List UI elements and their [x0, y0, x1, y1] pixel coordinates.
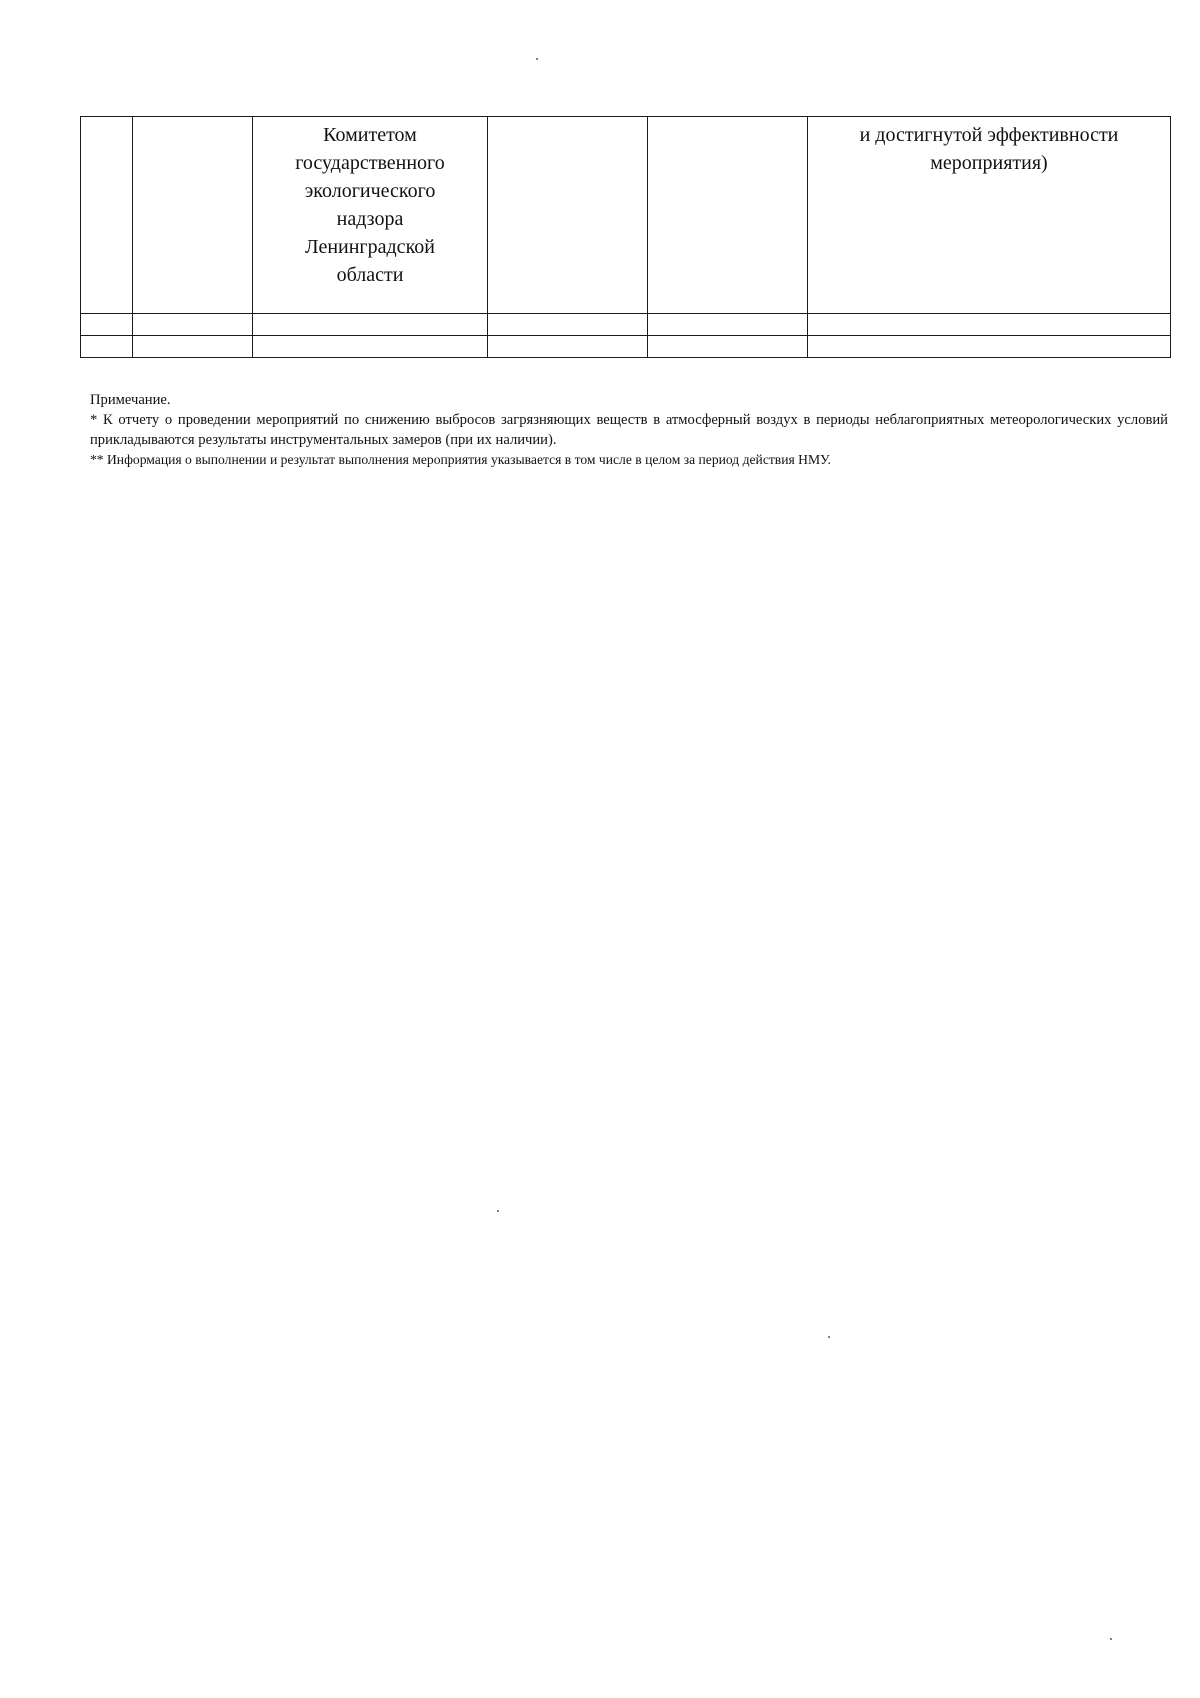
- table-cell-empty: [81, 336, 133, 358]
- table-cell-empty: [253, 336, 488, 358]
- scan-speck: [1110, 1638, 1112, 1640]
- table-cell-empty: [133, 336, 253, 358]
- table-cell-number: [81, 117, 133, 314]
- scan-speck: [536, 58, 538, 60]
- scan-speck: [497, 1210, 499, 1212]
- table-cell-empty: [808, 314, 1171, 336]
- note-instrumental-measurements: * К отчету о проведении мероприятий по снижению выбросов загрязняющих веществ в атмосферный воздух в периоды неблагоприятных метеорологических условий прикладываются результаты инструментальных замеров (при их наличии).: [90, 412, 1168, 448]
- table-cell-empty: [253, 314, 488, 336]
- table-cell-empty: [488, 314, 648, 336]
- table-cell-empty: [648, 336, 808, 358]
- notes-heading: Примечание.: [90, 392, 171, 408]
- scan-speck: [828, 1336, 830, 1338]
- table-cell-empty: [81, 314, 133, 336]
- table-cell-empty: [648, 117, 808, 314]
- continuation-table: [80, 116, 1171, 358]
- table-cell-empty: [133, 117, 253, 314]
- table-cell-empty: [648, 314, 808, 336]
- committee-text: Комитетом государственного экологического надзора Ленинградской области: [295, 124, 445, 286]
- table-cell-efficiency: [808, 117, 1171, 314]
- table-cell-empty: [133, 314, 253, 336]
- table-cell-committee: [253, 117, 488, 314]
- note-nmu-period: ** Информация о выполнении и результат выполнения мероприятия указывается в том числе в целом за период действия НМУ.: [90, 452, 831, 467]
- table-row: [81, 336, 1171, 358]
- table-cell-empty: [808, 336, 1171, 358]
- table-cell-empty: [488, 117, 648, 314]
- table-cell-empty: [488, 336, 648, 358]
- table-row: [81, 117, 1171, 314]
- efficiency-text: и достигнутой эффективности мероприятия): [859, 124, 1119, 174]
- table-row: [81, 314, 1171, 336]
- notes-section: [90, 390, 1168, 470]
